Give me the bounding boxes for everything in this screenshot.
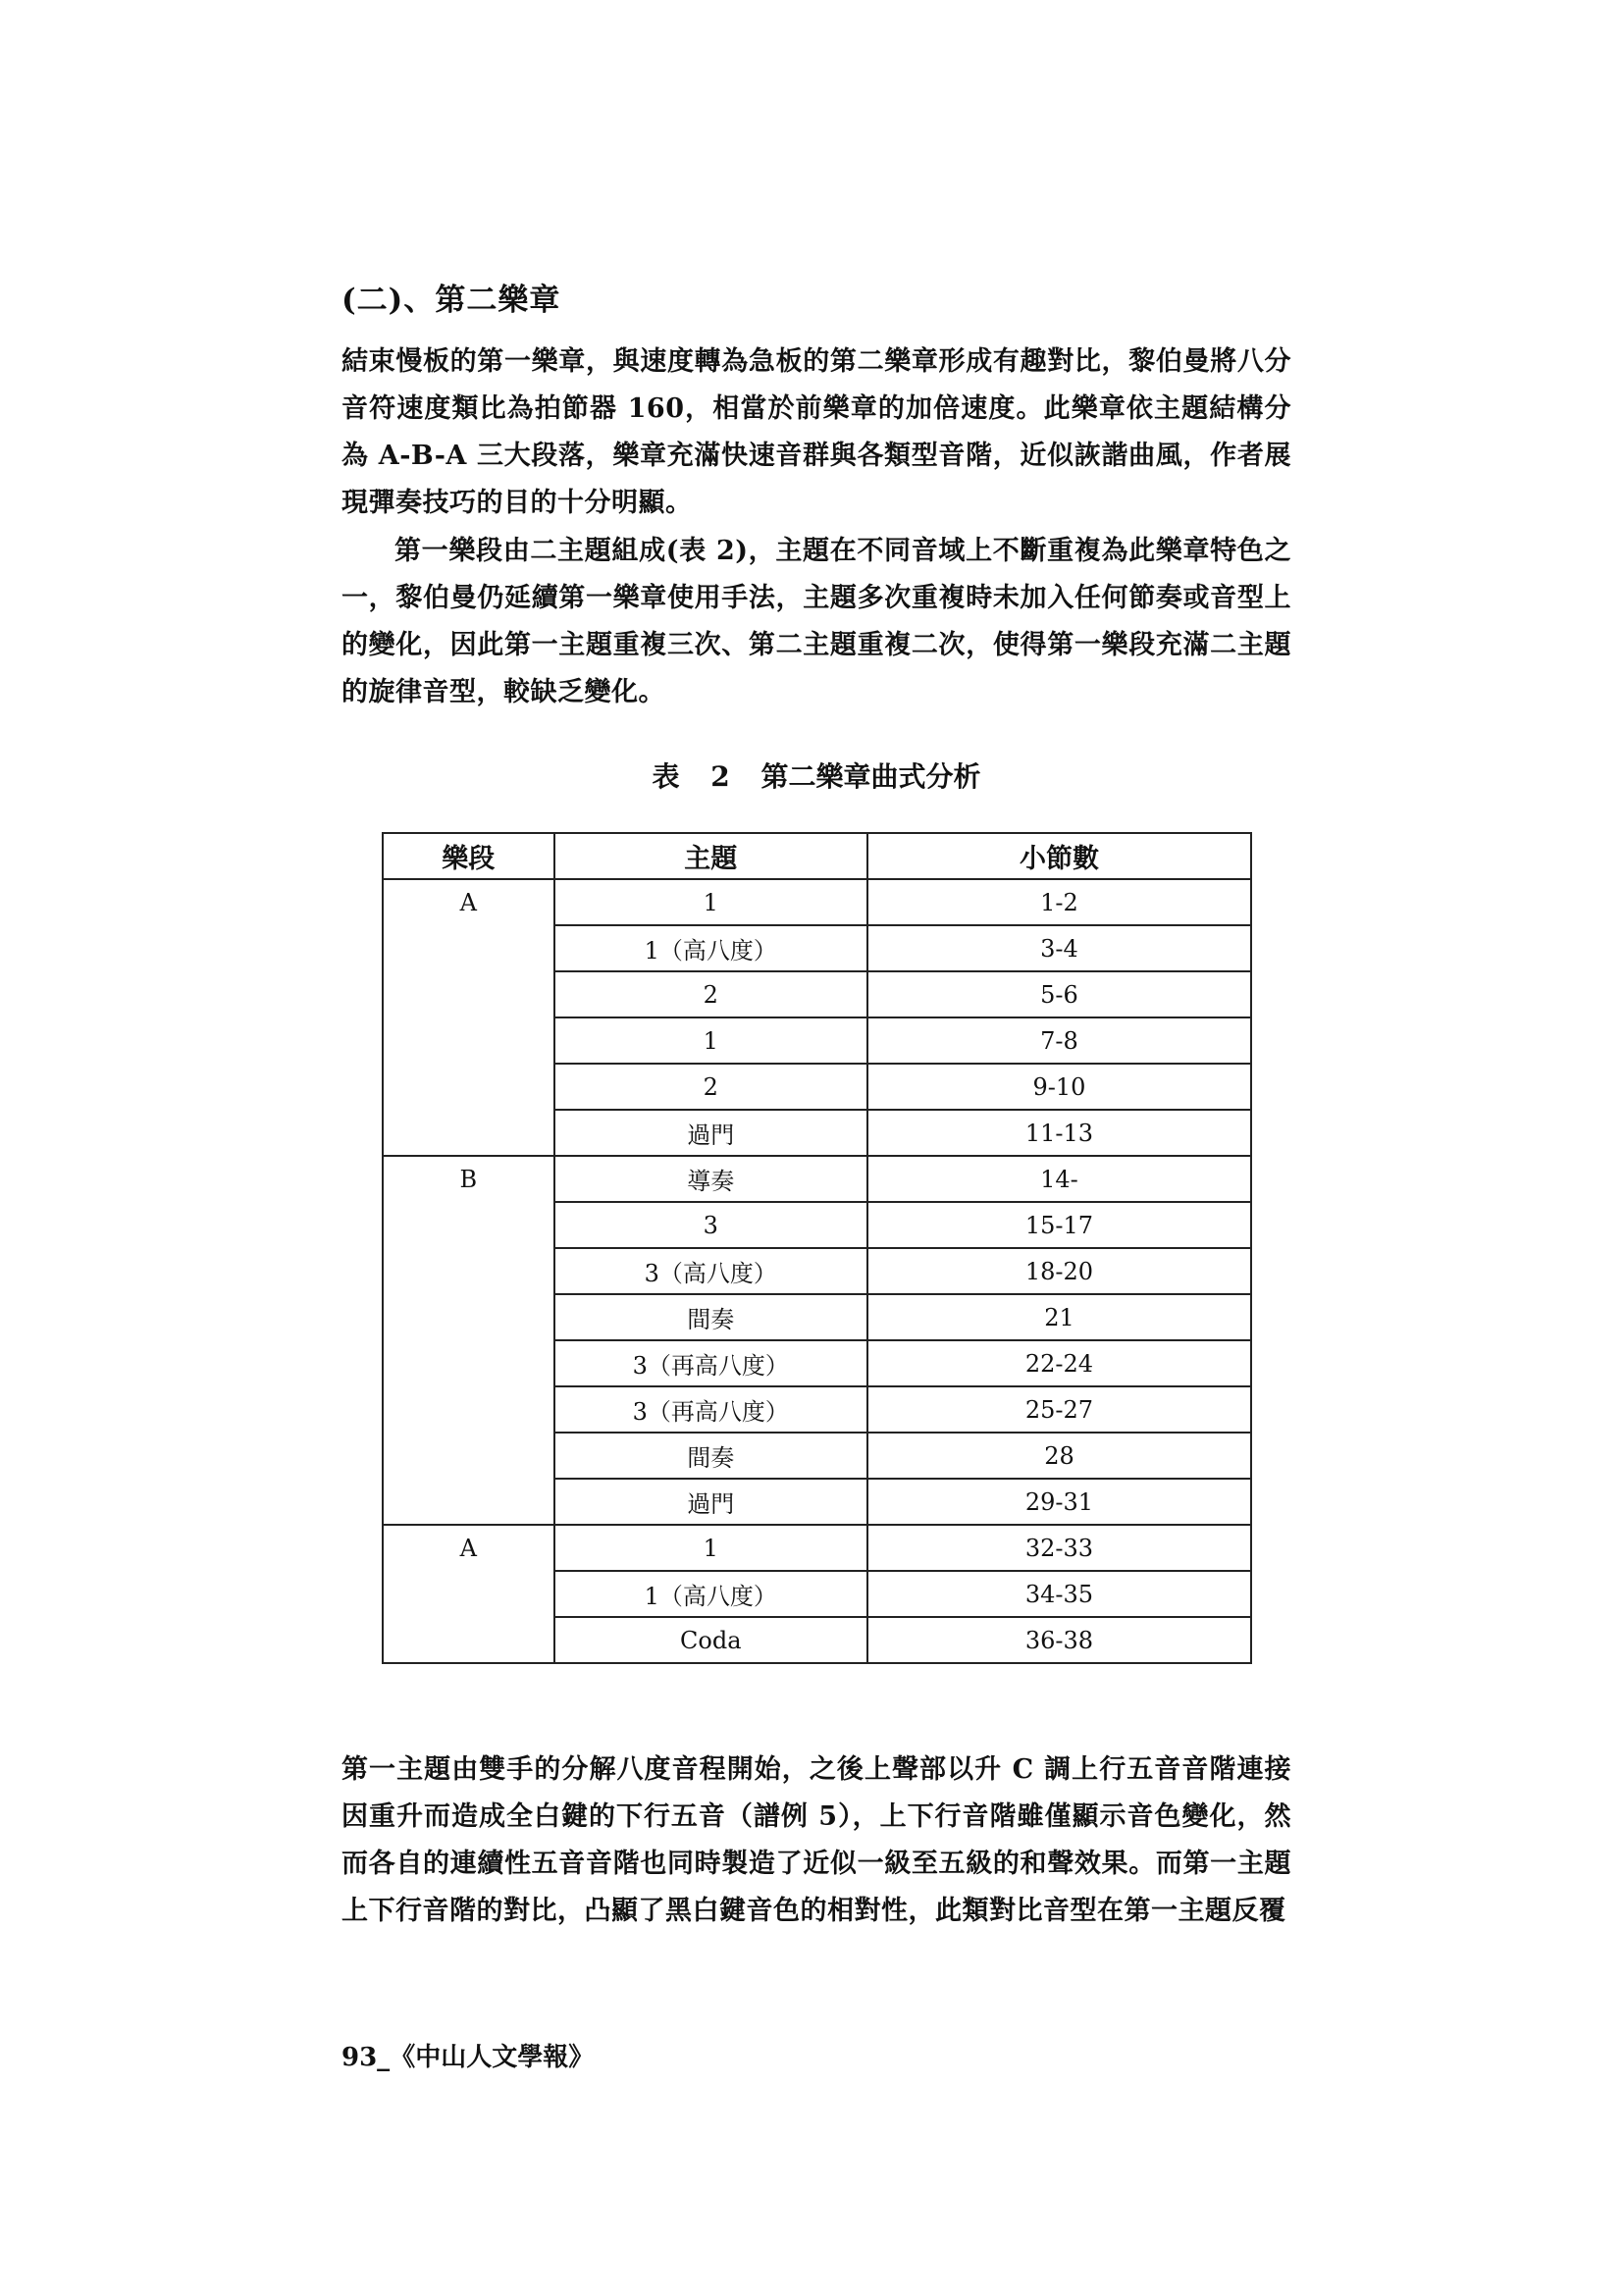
measures-cell: 1-2 (867, 879, 1251, 925)
measures-cell: 15-17 (867, 1202, 1251, 1248)
theme-cell: 3 (554, 1202, 867, 1248)
theme-cell: 2 (554, 971, 867, 1017)
table-caption-number: 2 (710, 760, 730, 793)
measures-cell: 7-8 (867, 1017, 1251, 1064)
measures-cell: 9-10 (867, 1064, 1251, 1110)
header-segment: 樂段 (383, 833, 554, 879)
segment-cell: A (383, 1525, 554, 1663)
theme-cell: 1 (554, 1017, 867, 1064)
theme-cell: 1（高八度） (554, 925, 867, 971)
theme-cell: 導奏 (554, 1156, 867, 1202)
page-footer (341, 2037, 594, 2073)
measures-cell: 22-24 (867, 1340, 1251, 1386)
measures-cell: 25-27 (867, 1386, 1251, 1433)
header-measures: 小節數 (867, 833, 1251, 879)
paragraph-1: 結束慢板的第一樂章，與速度轉為急板的第二樂章形成有趣對比，黎伯曼將八分音符速度類比為拍節器 160，相當於前樂章的加倍速度。此樂章依主題結構分為 A-B-A 三大段落，樂章充滿快速音群與各類型音階，近似詼諧曲風，作者展現彈奏技巧的目的十分明顯。 (341, 346, 1291, 518)
measures-cell: 34-35 (867, 1571, 1251, 1617)
measures-cell: 11-13 (867, 1110, 1251, 1156)
table-caption (341, 756, 1291, 795)
measures-cell: 21 (867, 1294, 1251, 1340)
theme-cell: 過門 (554, 1110, 867, 1156)
measures-cell: 32-33 (867, 1525, 1251, 1571)
table-caption-label: 表 (652, 760, 680, 793)
page-number: 93_ (341, 2043, 391, 2072)
segment-cell: A (383, 879, 554, 1156)
table-row (383, 879, 1251, 925)
measures-cell: 29-31 (867, 1479, 1251, 1525)
section-heading: (二)、第二樂章 (341, 283, 561, 318)
journal-title: 《中山人文學報》 (390, 2043, 595, 2072)
header-theme: 主題 (554, 833, 867, 879)
theme-cell: Coda (554, 1617, 867, 1663)
measures-cell: 18-20 (867, 1248, 1251, 1294)
segment-cell: B (383, 1156, 554, 1525)
paragraph-3: 第一主題由雙手的分解八度音程開始，之後上聲部以升 C 調上行五音音階連接因重升而造成全白鍵的下行五音（譜例 5），上下行音階雖僅顯示音色變化，然而各自的連續性五音音階也同時製造了近似一級至五級的和聲效果。而第一主題上下行音階的對比，凸顯了黑白鍵音色的相對性，此類對比音型在第一主題反覆 (341, 1754, 1291, 1926)
theme-cell: 2 (554, 1064, 867, 1110)
table-row (383, 1525, 1251, 1571)
theme-cell: 1 (554, 1525, 867, 1571)
theme-cell: 1（高八度） (554, 1571, 867, 1617)
measures-cell: 5-6 (867, 971, 1251, 1017)
measures-cell: 3-4 (867, 925, 1251, 971)
table-row (383, 1156, 1251, 1202)
paragraph-2: 第一樂段由二主題組成(表 2)，主題在不同音域上不斷重複為此樂章特色之一，黎伯曼仍延續第一樂章使用手法，主題多次重複時未加入任何節奏或音型上的變化，因此第一主題重複三次、第二主題重複二次，使得第一樂段充滿二主題的旋律音型，較缺乏變化。 (341, 536, 1291, 707)
theme-cell: 3（高八度） (554, 1248, 867, 1294)
measures-cell: 28 (867, 1433, 1251, 1479)
table-caption-title: 第二樂章曲式分析 (760, 760, 981, 793)
theme-cell: 3（再高八度） (554, 1340, 867, 1386)
theme-cell: 間奏 (554, 1294, 867, 1340)
measures-cell: 36-38 (867, 1617, 1251, 1663)
theme-cell: 1 (554, 879, 867, 925)
theme-cell: 間奏 (554, 1433, 867, 1479)
table-header-row (383, 833, 1251, 879)
measures-cell: 14- (867, 1156, 1251, 1202)
theme-cell: 過門 (554, 1479, 867, 1525)
form-analysis-table (382, 832, 1252, 1664)
theme-cell: 3（再高八度） (554, 1386, 867, 1433)
